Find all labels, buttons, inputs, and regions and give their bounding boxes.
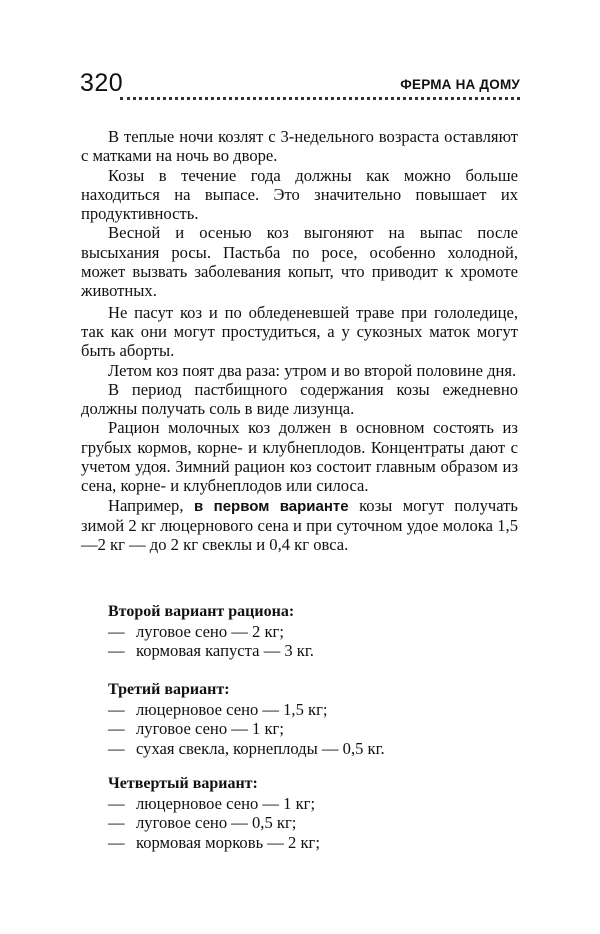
variant-third xyxy=(108,680,528,758)
dash-marker: — xyxy=(108,621,125,641)
paragraph-pasture-year: Козы в течение года должны как можно больше находиться на выпасе. Это значительно повышает их продуктивность. xyxy=(81,165,518,224)
list-item: — сухая свекла, корнеплоды — 0,5 кг. xyxy=(108,738,385,758)
dash-marker: — xyxy=(108,813,125,832)
list-item: — луговое сено — 2 кг; xyxy=(108,621,284,641)
paragraph-kids-night: В теплые ночи козлят с 3-недельного возраста оставляют с матками на ночь во дворе. xyxy=(81,127,518,166)
dash-marker: — xyxy=(108,699,125,719)
body-text xyxy=(81,127,518,555)
dash-marker: — xyxy=(108,793,125,813)
example-text-before: Например, xyxy=(108,495,194,515)
running-title: ФЕРМА НА ДОМУ xyxy=(400,77,520,92)
example-text-after: козы могут получать зимой 2 кг люцернового сена и при суточном удое молока 1,5—2 кг — до 2 кг свеклы и 0,4 кг овса. xyxy=(81,495,518,555)
variant-list xyxy=(108,622,528,661)
variant-list xyxy=(108,794,528,853)
page-number: 320 xyxy=(80,69,124,97)
paragraph-ice: Не пасут коз и по обледеневшей траве при гололедице, так как они могут простудиться, а у сукозных маток могут быть аборты. xyxy=(81,302,518,361)
paragraph-dew: Весной и осенью коз выгоняют на выпас после высыхания росы. Пастьба по росе, особенно холодной, может вызвать заболевания копыт, что приводит к хромоте животных. xyxy=(81,223,518,301)
dash-marker: — xyxy=(108,832,125,852)
variant-fourth xyxy=(108,774,528,852)
list-item: — люцерновое сено — 1,5 кг; xyxy=(108,699,328,719)
dash-marker: — xyxy=(108,641,125,660)
header-dotted-rule xyxy=(120,97,520,100)
list-item: — луговое сено — 0,5 кг; xyxy=(108,813,297,832)
variant-title: Третий вариант: xyxy=(108,681,230,698)
list-item: — луговое сено — 1 кг; xyxy=(108,719,284,738)
page-header xyxy=(80,66,520,106)
list-item: — кормовая морковь — 2 кг; xyxy=(108,832,320,852)
variant-list xyxy=(108,700,528,759)
paragraph-watering: Летом коз поят два раза: утром и во второй половине дня. xyxy=(108,360,517,380)
list-item: — люцерновое сено — 1 кг; xyxy=(108,793,316,813)
example-bold-phrase: в первом варианте xyxy=(193,497,349,515)
paragraph-ration: Рацион молочных коз должен в основном состоять из грубых кормов, корне- и клубнеплодов. Концентраты дают с учетом удоя. Зимний рацион коз состоит главным образом из сена, корне- и клубнеплодов или силоса. xyxy=(81,418,518,496)
variant-title: Второй вариант рациона: xyxy=(108,603,295,620)
list-item: — кормовая капуста — 3 кг. xyxy=(108,641,314,660)
dash-marker: — xyxy=(108,719,125,738)
variant-second xyxy=(108,602,528,661)
paragraph-example xyxy=(81,496,518,555)
dash-marker: — xyxy=(108,738,125,758)
paragraph-salt: В период пастбищного содержания козы ежедневно должны получать соль в виде лизунца. xyxy=(81,379,518,419)
variant-title: Четвертый вариант: xyxy=(108,775,258,792)
